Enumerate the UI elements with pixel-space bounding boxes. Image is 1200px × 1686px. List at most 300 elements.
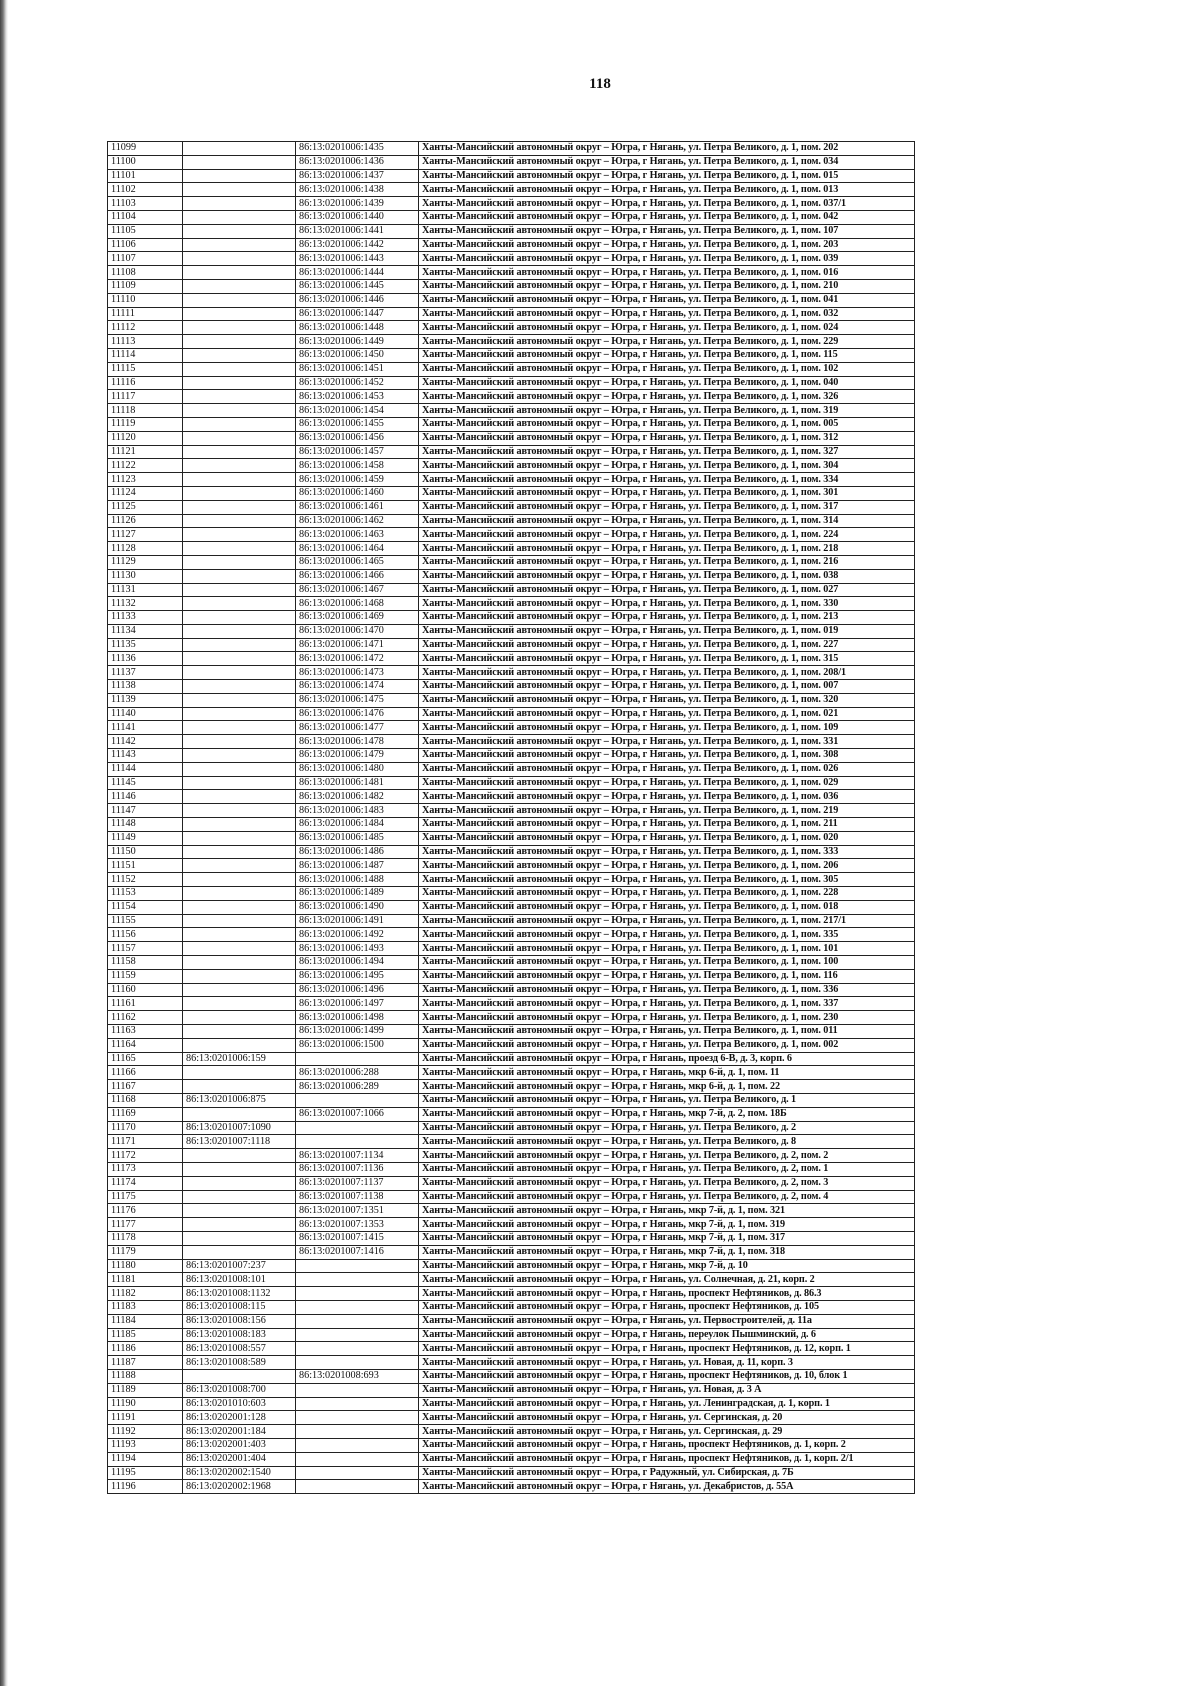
row-number-cell: 11110 bbox=[108, 293, 183, 307]
premises-cadastral-cell: 86:13:0201006:1445 bbox=[296, 279, 419, 293]
table-row bbox=[108, 1011, 915, 1025]
row-number-cell: 11180 bbox=[108, 1259, 183, 1273]
address-cell: Ханты-Мансийский автономный округ – Югра, г Нягань, ул. Петра Великого, д. 2, пом. 3 bbox=[419, 1176, 915, 1190]
premises-cadastral-cell: 86:13:0201006:1437 bbox=[296, 169, 419, 183]
premises-cadastral-cell: 86:13:0201006:1458 bbox=[296, 459, 419, 473]
building-cadastral-cell bbox=[183, 624, 296, 638]
building-cadastral-cell bbox=[183, 776, 296, 790]
building-cadastral-cell bbox=[183, 142, 296, 156]
table-row bbox=[108, 638, 915, 652]
address-cell: Ханты-Мансийский автономный округ – Югра, г Нягань, проспект Нефтяников, д. 105 bbox=[419, 1300, 915, 1314]
table-row bbox=[108, 1025, 915, 1039]
address-cell: Ханты-Мансийский автономный округ – Югра, г Нягань, ул. Петра Великого, д. 1, пом. 334 bbox=[419, 473, 915, 487]
row-number-cell: 11111 bbox=[108, 307, 183, 321]
row-number-cell: 11159 bbox=[108, 969, 183, 983]
table-row bbox=[108, 1218, 915, 1232]
premises-cadastral-cell: 86:13:0201007:1066 bbox=[296, 1107, 419, 1121]
row-number-cell: 11108 bbox=[108, 266, 183, 280]
row-number-cell: 11131 bbox=[108, 583, 183, 597]
address-cell: Ханты-Мансийский автономный округ – Югра, г Нягань, ул. Петра Великого, д. 1, пом. 042 bbox=[419, 210, 915, 224]
premises-cadastral-cell bbox=[296, 1397, 419, 1411]
address-cell: Ханты-Мансийский автономный округ – Югра, г Нягань, ул. Петра Великого, д. 1, пом. 002 bbox=[419, 1038, 915, 1052]
row-number-cell: 11187 bbox=[108, 1356, 183, 1370]
table-row bbox=[108, 762, 915, 776]
table-row bbox=[108, 1342, 915, 1356]
table-row bbox=[108, 459, 915, 473]
table-row bbox=[108, 914, 915, 928]
building-cadastral-cell: 86:13:0202001:128 bbox=[183, 1411, 296, 1425]
row-number-cell: 11118 bbox=[108, 404, 183, 418]
row-number-cell: 11191 bbox=[108, 1411, 183, 1425]
row-number-cell: 11143 bbox=[108, 749, 183, 763]
building-cadastral-cell bbox=[183, 942, 296, 956]
premises-cadastral-cell bbox=[296, 1438, 419, 1452]
premises-cadastral-cell: 86:13:0201006:1444 bbox=[296, 266, 419, 280]
row-number-cell: 11182 bbox=[108, 1287, 183, 1301]
address-cell: Ханты-Мансийский автономный округ – Югра, г Нягань, ул. Петра Великого, д. 2, пом. 1 bbox=[419, 1162, 915, 1176]
building-cadastral-cell: 86:13:0201008:1132 bbox=[183, 1287, 296, 1301]
premises-cadastral-cell: 86:13:0201006:288 bbox=[296, 1066, 419, 1080]
address-cell: Ханты-Мансийский автономный округ – Югра, г Нягань, ул. Петра Великого, д. 1, пом. 208/1 bbox=[419, 666, 915, 680]
premises-cadastral-cell: 86:13:0201006:1462 bbox=[296, 514, 419, 528]
premises-cadastral-cell: 86:13:0201006:1495 bbox=[296, 969, 419, 983]
table-row bbox=[108, 900, 915, 914]
address-cell: Ханты-Мансийский автономный округ – Югра, г Нягань, ул. Петра Великого, д. 2, пом. 4 bbox=[419, 1190, 915, 1204]
address-cell: Ханты-Мансийский автономный округ – Югра, г Нягань, ул. Петра Великого, д. 1, пом. 210 bbox=[419, 279, 915, 293]
address-cell: Ханты-Мансийский автономный округ – Югра, г Нягань, ул. Ленинградская, д. 1, корп. 1 bbox=[419, 1397, 915, 1411]
building-cadastral-cell: 86:13:0202002:1968 bbox=[183, 1480, 296, 1494]
table-row bbox=[108, 445, 915, 459]
building-cadastral-cell bbox=[183, 1204, 296, 1218]
premises-cadastral-cell: 86:13:0201006:1484 bbox=[296, 818, 419, 832]
building-cadastral-cell bbox=[183, 155, 296, 169]
premises-cadastral-cell: 86:13:0201008:693 bbox=[296, 1369, 419, 1383]
table-row bbox=[108, 197, 915, 211]
row-number-cell: 11176 bbox=[108, 1204, 183, 1218]
row-number-cell: 11105 bbox=[108, 224, 183, 238]
row-number-cell: 11190 bbox=[108, 1397, 183, 1411]
building-cadastral-cell bbox=[183, 762, 296, 776]
building-cadastral-cell: 86:13:0201006:875 bbox=[183, 1093, 296, 1107]
row-number-cell: 11189 bbox=[108, 1383, 183, 1397]
building-cadastral-cell bbox=[183, 583, 296, 597]
address-cell: Ханты-Мансийский автономный округ – Югра, г Нягань, ул. Петра Великого, д. 1, пом. 202 bbox=[419, 142, 915, 156]
premises-cadastral-cell: 86:13:0201006:1464 bbox=[296, 542, 419, 556]
address-cell: Ханты-Мансийский автономный округ – Югра, г Нягань, ул. Петра Великого, д. 1, пом. 102 bbox=[419, 362, 915, 376]
table-row bbox=[108, 1121, 915, 1135]
address-cell: Ханты-Мансийский автономный округ – Югра, г Нягань, мкр 6-й, д. 1, пом. 11 bbox=[419, 1066, 915, 1080]
table-row bbox=[108, 680, 915, 694]
address-cell: Ханты-Мансийский автономный округ – Югра, г Нягань, ул. Петра Великого, д. 1, пом. 228 bbox=[419, 887, 915, 901]
building-cadastral-cell bbox=[183, 859, 296, 873]
table-row bbox=[108, 928, 915, 942]
table-row bbox=[108, 1107, 915, 1121]
premises-cadastral-cell: 86:13:0201006:1483 bbox=[296, 804, 419, 818]
building-cadastral-cell bbox=[183, 445, 296, 459]
row-number-cell: 11114 bbox=[108, 348, 183, 362]
table-row bbox=[108, 238, 915, 252]
premises-cadastral-cell: 86:13:0201006:1492 bbox=[296, 928, 419, 942]
premises-cadastral-cell: 86:13:0201006:1449 bbox=[296, 335, 419, 349]
table-row bbox=[108, 721, 915, 735]
row-number-cell: 11124 bbox=[108, 486, 183, 500]
premises-cadastral-cell: 86:13:0201006:1461 bbox=[296, 500, 419, 514]
table-row bbox=[108, 348, 915, 362]
row-number-cell: 11101 bbox=[108, 169, 183, 183]
scan-edge bbox=[0, 0, 8, 1686]
premises-cadastral-cell: 86:13:0201006:1454 bbox=[296, 404, 419, 418]
table-row bbox=[108, 169, 915, 183]
row-number-cell: 11166 bbox=[108, 1066, 183, 1080]
building-cadastral-cell: 86:13:0201008:156 bbox=[183, 1314, 296, 1328]
address-cell: Ханты-Мансийский автономный округ – Югра, г Нягань, ул. Петра Великого, д. 1, пом. 315 bbox=[419, 652, 915, 666]
address-cell: Ханты-Мансийский автономный округ – Югра, г Нягань, ул. Петра Великого, д. 1, пом. 027 bbox=[419, 583, 915, 597]
table-row bbox=[108, 142, 915, 156]
building-cadastral-cell bbox=[183, 279, 296, 293]
premises-cadastral-cell: 86:13:0201006:1494 bbox=[296, 956, 419, 970]
premises-cadastral-cell bbox=[296, 1287, 419, 1301]
row-number-cell: 11173 bbox=[108, 1162, 183, 1176]
building-cadastral-cell bbox=[183, 459, 296, 473]
row-number-cell: 11185 bbox=[108, 1328, 183, 1342]
premises-cadastral-cell bbox=[296, 1411, 419, 1425]
row-number-cell: 11099 bbox=[108, 142, 183, 156]
building-cadastral-cell bbox=[183, 473, 296, 487]
building-cadastral-cell bbox=[183, 183, 296, 197]
building-cadastral-cell bbox=[183, 1245, 296, 1259]
row-number-cell: 11109 bbox=[108, 279, 183, 293]
address-cell: Ханты-Мансийский автономный округ – Югра, г Нягань, ул. Новая, д. 3 А bbox=[419, 1383, 915, 1397]
row-number-cell: 11174 bbox=[108, 1176, 183, 1190]
building-cadastral-cell bbox=[183, 238, 296, 252]
address-cell: Ханты-Мансийский автономный округ – Югра, г Нягань, ул. Петра Великого, д. 1, пом. 034 bbox=[419, 155, 915, 169]
address-cell: Ханты-Мансийский автономный округ – Югра, г Нягань, ул. Сергинская, д. 29 bbox=[419, 1425, 915, 1439]
building-cadastral-cell bbox=[183, 928, 296, 942]
address-cell: Ханты-Мансийский автономный округ – Югра, г Нягань, ул. Петра Великого, д. 1, пом. 101 bbox=[419, 942, 915, 956]
address-cell: Ханты-Мансийский автономный округ – Югра, г Нягань, ул. Петра Великого, д. 1, пом. 026 bbox=[419, 762, 915, 776]
building-cadastral-cell bbox=[183, 569, 296, 583]
row-number-cell: 11135 bbox=[108, 638, 183, 652]
premises-cadastral-cell bbox=[296, 1383, 419, 1397]
row-number-cell: 11196 bbox=[108, 1480, 183, 1494]
row-number-cell: 11144 bbox=[108, 762, 183, 776]
address-cell: Ханты-Мансийский автономный округ – Югра, г Нягань, ул. Петра Великого, д. 1, пом. 005 bbox=[419, 417, 915, 431]
building-cadastral-cell: 86:13:0201007:237 bbox=[183, 1259, 296, 1273]
premises-cadastral-cell: 86:13:0201006:1469 bbox=[296, 611, 419, 625]
premises-cadastral-cell: 86:13:0201006:1488 bbox=[296, 873, 419, 887]
row-number-cell: 11195 bbox=[108, 1466, 183, 1480]
address-cell: Ханты-Мансийский автономный округ – Югра, г Нягань, ул. Петра Великого, д. 1, пом. 308 bbox=[419, 749, 915, 763]
table-row bbox=[108, 1287, 915, 1301]
address-cell: Ханты-Мансийский автономный округ – Югра, г Нягань, ул. Петра Великого, д. 1, пом. 320 bbox=[419, 693, 915, 707]
row-number-cell: 11181 bbox=[108, 1273, 183, 1287]
building-cadastral-cell bbox=[183, 818, 296, 832]
table-row bbox=[108, 887, 915, 901]
premises-cadastral-cell: 86:13:0201006:1465 bbox=[296, 555, 419, 569]
table-row bbox=[108, 969, 915, 983]
row-number-cell: 11123 bbox=[108, 473, 183, 487]
building-cadastral-cell: 86:13:0201010:603 bbox=[183, 1397, 296, 1411]
row-number-cell: 11162 bbox=[108, 1011, 183, 1025]
table-row bbox=[108, 1452, 915, 1466]
table-row bbox=[108, 666, 915, 680]
premises-cadastral-cell: 86:13:0201006:1496 bbox=[296, 983, 419, 997]
building-cadastral-cell bbox=[183, 404, 296, 418]
premises-cadastral-cell bbox=[296, 1425, 419, 1439]
premises-cadastral-cell: 86:13:0201006:1480 bbox=[296, 762, 419, 776]
table-row bbox=[108, 1383, 915, 1397]
premises-cadastral-cell bbox=[296, 1452, 419, 1466]
building-cadastral-cell bbox=[183, 390, 296, 404]
address-cell: Ханты-Мансийский автономный округ – Югра, г Нягань, ул. Петра Великого, д. 1, пом. 020 bbox=[419, 831, 915, 845]
table-row bbox=[108, 486, 915, 500]
row-number-cell: 11164 bbox=[108, 1038, 183, 1052]
building-cadastral-cell bbox=[183, 293, 296, 307]
row-number-cell: 11102 bbox=[108, 183, 183, 197]
building-cadastral-cell bbox=[183, 638, 296, 652]
table-row bbox=[108, 1356, 915, 1370]
row-number-cell: 11138 bbox=[108, 680, 183, 694]
row-number-cell: 11175 bbox=[108, 1190, 183, 1204]
row-number-cell: 11117 bbox=[108, 390, 183, 404]
address-cell: Ханты-Мансийский автономный округ – Югра, г Нягань, ул. Петра Великого, д. 1, пом. 116 bbox=[419, 969, 915, 983]
address-cell: Ханты-Мансийский автономный округ – Югра, г Нягань, ул. Петра Великого, д. 1, пом. 327 bbox=[419, 445, 915, 459]
premises-cadastral-cell: 86:13:0201006:1482 bbox=[296, 790, 419, 804]
building-cadastral-cell bbox=[183, 542, 296, 556]
address-cell: Ханты-Мансийский автономный округ – Югра, г Нягань, ул. Петра Великого, д. 1, пом. 326 bbox=[419, 390, 915, 404]
row-number-cell: 11192 bbox=[108, 1425, 183, 1439]
building-cadastral-cell bbox=[183, 210, 296, 224]
address-cell: Ханты-Мансийский автономный округ – Югра, г Нягань, ул. Петра Великого, д. 1, пом. 335 bbox=[419, 928, 915, 942]
premises-cadastral-cell: 86:13:0201006:1460 bbox=[296, 486, 419, 500]
table-row bbox=[108, 404, 915, 418]
row-number-cell: 11104 bbox=[108, 210, 183, 224]
premises-cadastral-cell: 86:13:0201006:1471 bbox=[296, 638, 419, 652]
building-cadastral-cell bbox=[183, 721, 296, 735]
building-cadastral-cell bbox=[183, 873, 296, 887]
table-row bbox=[108, 321, 915, 335]
address-cell: Ханты-Мансийский автономный округ – Югра, г Нягань, ул. Петра Великого, д. 1, пом. 019 bbox=[419, 624, 915, 638]
building-cadastral-cell bbox=[183, 376, 296, 390]
building-cadastral-cell bbox=[183, 307, 296, 321]
address-cell: Ханты-Мансийский автономный округ – Югра, г Нягань, ул. Новая, д. 11, корп. 3 bbox=[419, 1356, 915, 1370]
row-number-cell: 11186 bbox=[108, 1342, 183, 1356]
building-cadastral-cell: 86:13:0201008:589 bbox=[183, 1356, 296, 1370]
building-cadastral-cell: 86:13:0202001:404 bbox=[183, 1452, 296, 1466]
premises-cadastral-cell: 86:13:0201007:1137 bbox=[296, 1176, 419, 1190]
premises-cadastral-cell: 86:13:0201006:1468 bbox=[296, 597, 419, 611]
table-row bbox=[108, 569, 915, 583]
building-cadastral-cell bbox=[183, 735, 296, 749]
table-row bbox=[108, 956, 915, 970]
premises-cadastral-cell bbox=[296, 1093, 419, 1107]
building-cadastral-cell bbox=[183, 417, 296, 431]
building-cadastral-cell: 86:13:0201006:159 bbox=[183, 1052, 296, 1066]
table-row bbox=[108, 1314, 915, 1328]
building-cadastral-cell bbox=[183, 266, 296, 280]
building-cadastral-cell bbox=[183, 1231, 296, 1245]
table-row bbox=[108, 528, 915, 542]
row-number-cell: 11169 bbox=[108, 1107, 183, 1121]
premises-cadastral-cell: 86:13:0201006:1485 bbox=[296, 831, 419, 845]
building-cadastral-cell bbox=[183, 321, 296, 335]
address-cell: Ханты-Мансийский автономный округ – Югра, г Нягань, мкр 6-й, д. 1, пом. 22 bbox=[419, 1080, 915, 1094]
address-cell: Ханты-Мансийский автономный округ – Югра, г Нягань, мкр 7-й, д. 1, пом. 317 bbox=[419, 1231, 915, 1245]
row-number-cell: 11153 bbox=[108, 887, 183, 901]
table-row bbox=[108, 210, 915, 224]
table-row bbox=[108, 1190, 915, 1204]
row-number-cell: 11167 bbox=[108, 1080, 183, 1094]
premises-cadastral-cell: 86:13:0201007:1136 bbox=[296, 1162, 419, 1176]
premises-cadastral-cell: 86:13:0201006:1489 bbox=[296, 887, 419, 901]
building-cadastral-cell bbox=[183, 224, 296, 238]
row-number-cell: 11112 bbox=[108, 321, 183, 335]
address-cell: Ханты-Мансийский автономный округ – Югра, г Нягань, проспект Нефтяников, д. 1, корп. 2 bbox=[419, 1438, 915, 1452]
table-row bbox=[108, 1425, 915, 1439]
row-number-cell: 11183 bbox=[108, 1300, 183, 1314]
address-cell: Ханты-Мансийский автономный округ – Югра, г Нягань, ул. Солнечная, д. 21, корп. 2 bbox=[419, 1273, 915, 1287]
table-row bbox=[108, 473, 915, 487]
table-row bbox=[108, 390, 915, 404]
row-number-cell: 11151 bbox=[108, 859, 183, 873]
row-number-cell: 11184 bbox=[108, 1314, 183, 1328]
premises-cadastral-cell: 86:13:0201006:1477 bbox=[296, 721, 419, 735]
premises-cadastral-cell: 86:13:0201006:1476 bbox=[296, 707, 419, 721]
table-row bbox=[108, 1369, 915, 1383]
address-cell: Ханты-Мансийский автономный округ – Югра, г Нягань, ул. Петра Великого, д. 1, пом. 024 bbox=[419, 321, 915, 335]
row-number-cell: 11125 bbox=[108, 500, 183, 514]
premises-cadastral-cell: 86:13:0201006:1450 bbox=[296, 348, 419, 362]
table-row bbox=[108, 1093, 915, 1107]
address-cell: Ханты-Мансийский автономный округ – Югра, г Нягань, ул. Петра Великого, д. 1, пом. 211 bbox=[419, 818, 915, 832]
table-row bbox=[108, 1149, 915, 1163]
address-cell: Ханты-Мансийский автономный округ – Югра, г Нягань, проспект Нефтяников, д. 12, корп. 1 bbox=[419, 1342, 915, 1356]
premises-cadastral-cell: 86:13:0201006:1459 bbox=[296, 473, 419, 487]
address-cell: Ханты-Мансийский автономный округ – Югра, г Нягань, ул. Петра Великого, д. 1, пом. 109 bbox=[419, 721, 915, 735]
building-cadastral-cell: 86:13:0201008:183 bbox=[183, 1328, 296, 1342]
table-row bbox=[108, 693, 915, 707]
address-cell: Ханты-Мансийский автономный округ – Югра, г Нягань, ул. Петра Великого, д. 1, пом. 213 bbox=[419, 611, 915, 625]
row-number-cell: 11168 bbox=[108, 1093, 183, 1107]
row-number-cell: 11157 bbox=[108, 942, 183, 956]
building-cadastral-cell bbox=[183, 1176, 296, 1190]
building-cadastral-cell: 86:13:0202002:1540 bbox=[183, 1466, 296, 1480]
table-row bbox=[108, 1273, 915, 1287]
premises-cadastral-cell: 86:13:0201007:1134 bbox=[296, 1149, 419, 1163]
building-cadastral-cell bbox=[183, 1369, 296, 1383]
building-cadastral-cell bbox=[183, 887, 296, 901]
premises-cadastral-cell: 86:13:0201006:1470 bbox=[296, 624, 419, 638]
table-row bbox=[108, 1245, 915, 1259]
building-cadastral-cell: 86:13:0201008:115 bbox=[183, 1300, 296, 1314]
table-row bbox=[108, 266, 915, 280]
row-number-cell: 11147 bbox=[108, 804, 183, 818]
building-cadastral-cell bbox=[183, 969, 296, 983]
building-cadastral-cell bbox=[183, 1107, 296, 1121]
building-cadastral-cell bbox=[183, 983, 296, 997]
building-cadastral-cell bbox=[183, 1066, 296, 1080]
premises-cadastral-cell: 86:13:0201006:1452 bbox=[296, 376, 419, 390]
building-cadastral-cell bbox=[183, 1149, 296, 1163]
row-number-cell: 11155 bbox=[108, 914, 183, 928]
building-cadastral-cell bbox=[183, 611, 296, 625]
premises-cadastral-cell: 86:13:0201006:1475 bbox=[296, 693, 419, 707]
table-row bbox=[108, 1080, 915, 1094]
building-cadastral-cell bbox=[183, 666, 296, 680]
building-cadastral-cell bbox=[183, 500, 296, 514]
address-cell: Ханты-Мансийский автономный округ – Югра, г Нягань, ул. Петра Великого, д. 1 bbox=[419, 1093, 915, 1107]
row-number-cell: 11158 bbox=[108, 956, 183, 970]
premises-cadastral-cell: 86:13:0201006:1438 bbox=[296, 183, 419, 197]
address-cell: Ханты-Мансийский автономный округ – Югра, г Нягань, ул. Петра Великого, д. 1, пом. 100 bbox=[419, 956, 915, 970]
table-row bbox=[108, 224, 915, 238]
building-cadastral-cell bbox=[183, 1080, 296, 1094]
table-row bbox=[108, 818, 915, 832]
building-cadastral-cell bbox=[183, 997, 296, 1011]
building-cadastral-cell bbox=[183, 514, 296, 528]
row-number-cell: 11145 bbox=[108, 776, 183, 790]
row-number-cell: 11139 bbox=[108, 693, 183, 707]
building-cadastral-cell bbox=[183, 1038, 296, 1052]
building-cadastral-cell bbox=[183, 652, 296, 666]
address-cell: Ханты-Мансийский автономный округ – Югра, г Нягань, ул. Петра Великого, д. 1, пом. 021 bbox=[419, 707, 915, 721]
table-row bbox=[108, 417, 915, 431]
building-cadastral-cell bbox=[183, 197, 296, 211]
building-cadastral-cell bbox=[183, 348, 296, 362]
table-row bbox=[108, 1438, 915, 1452]
building-cadastral-cell bbox=[183, 528, 296, 542]
table-row bbox=[108, 583, 915, 597]
premises-cadastral-cell: 86:13:0201006:1497 bbox=[296, 997, 419, 1011]
address-cell: Ханты-Мансийский автономный округ – Югра, г Нягань, ул. Петра Великого, д. 1, пом. 039 bbox=[419, 252, 915, 266]
building-cadastral-cell bbox=[183, 1162, 296, 1176]
premises-cadastral-cell: 86:13:0201006:1436 bbox=[296, 155, 419, 169]
table-row bbox=[108, 1466, 915, 1480]
table-row bbox=[108, 1328, 915, 1342]
premises-cadastral-cell: 86:13:0201007:1416 bbox=[296, 1245, 419, 1259]
row-number-cell: 11137 bbox=[108, 666, 183, 680]
premises-cadastral-cell: 86:13:0201006:1441 bbox=[296, 224, 419, 238]
premises-cadastral-cell: 86:13:0201006:1479 bbox=[296, 749, 419, 763]
address-cell: Ханты-Мансийский автономный округ – Югра, г Нягань, ул. Петра Великого, д. 1, пом. 040 bbox=[419, 376, 915, 390]
row-number-cell: 11170 bbox=[108, 1121, 183, 1135]
row-number-cell: 11140 bbox=[108, 707, 183, 721]
table-row bbox=[108, 735, 915, 749]
premises-cadastral-cell: 86:13:0201006:1446 bbox=[296, 293, 419, 307]
premises-cadastral-cell: 86:13:0201006:1457 bbox=[296, 445, 419, 459]
premises-cadastral-cell: 86:13:0201006:1467 bbox=[296, 583, 419, 597]
table-row bbox=[108, 845, 915, 859]
row-number-cell: 11161 bbox=[108, 997, 183, 1011]
address-cell: Ханты-Мансийский автономный округ – Югра, г Нягань, ул. Петра Великого, д. 1, пом. 203 bbox=[419, 238, 915, 252]
table-row bbox=[108, 542, 915, 556]
premises-cadastral-cell bbox=[296, 1356, 419, 1370]
premises-cadastral-cell bbox=[296, 1273, 419, 1287]
row-number-cell: 11128 bbox=[108, 542, 183, 556]
table-row bbox=[108, 1066, 915, 1080]
row-number-cell: 11130 bbox=[108, 569, 183, 583]
table-row bbox=[108, 804, 915, 818]
row-number-cell: 11188 bbox=[108, 1369, 183, 1383]
row-number-cell: 11126 bbox=[108, 514, 183, 528]
table-row bbox=[108, 997, 915, 1011]
premises-cadastral-cell: 86:13:0201006:1442 bbox=[296, 238, 419, 252]
building-cadastral-cell bbox=[183, 831, 296, 845]
premises-cadastral-cell: 86:13:0201006:1456 bbox=[296, 431, 419, 445]
table-row bbox=[108, 1411, 915, 1425]
premises-cadastral-cell: 86:13:0201006:1478 bbox=[296, 735, 419, 749]
row-number-cell: 11121 bbox=[108, 445, 183, 459]
